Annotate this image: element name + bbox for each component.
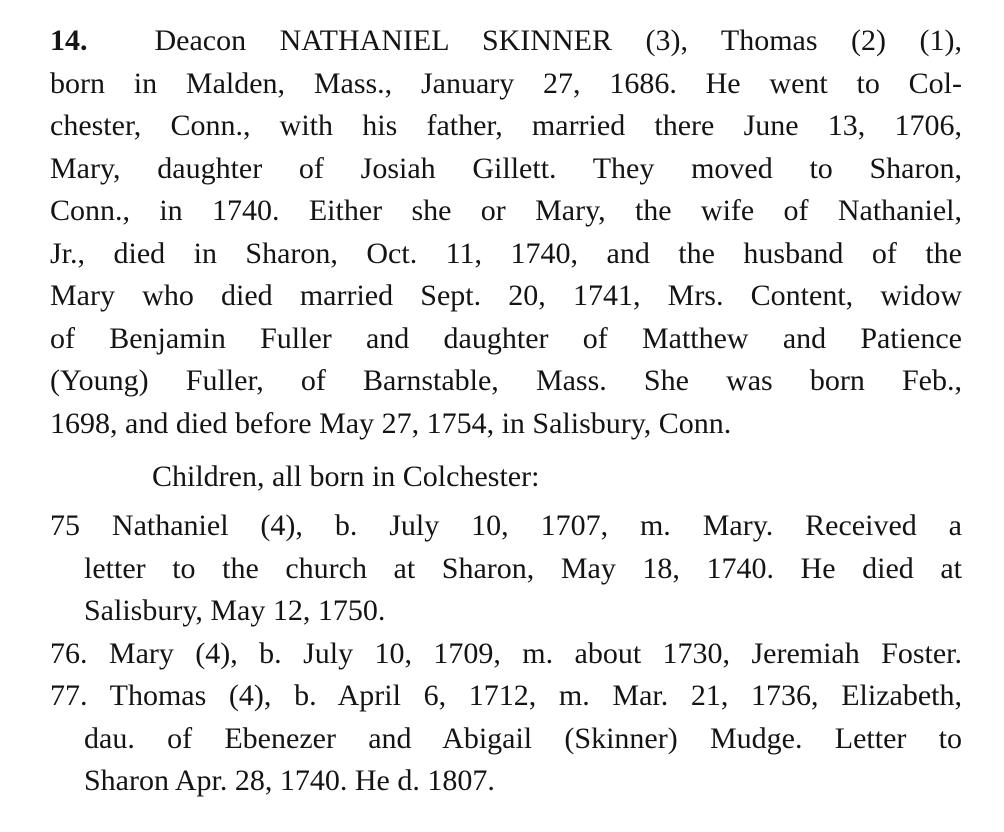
child-entry-76: [50, 633, 962, 676]
children-list: [50, 505, 962, 803]
child-entry-75: [50, 505, 962, 633]
entry-14-line-2: born in Malden, Mass., January 27, 1686. He went to Col-: [50, 66, 962, 100]
entry-14-line-3: chester, Conn., with his father, married there June 13, 1706,: [50, 109, 962, 142]
entry-14-line-6: Jr., died in Sharon, Oct. 11, 1740, and the husband of the: [50, 236, 962, 270]
child-75-line-1: 75 Nathaniel (4), b. July 10, 1707, m. Mary. Received a: [50, 509, 962, 542]
entry-14-line-7: Mary who died married Sept. 20, 1741, Mrs. Content, widow: [50, 279, 962, 312]
entry-14-line-4: Mary, daughter of Josiah Gillett. They moved to Sharon,: [50, 151, 962, 185]
entry-14-line-5: Conn., in 1740. Either she or Mary, the wife of Nathaniel,: [50, 194, 962, 227]
entry-14-line-8: of Benjamin Fuller and daughter of Matthew and Patience: [50, 321, 962, 355]
entry-14-line-10: 1698, and died before May 27, 1754, in Salisbury, Conn.: [50, 406, 732, 440]
child-entry-77: [50, 675, 962, 803]
child-76-line-1: 76. Mary (4), b. July 10, 1709, m. about 1730, Jeremiah Foster.: [50, 636, 962, 670]
entry-14-line-1-text: Deacon NATHANIEL SKINNER (3), Thomas (2) (1),: [154, 24, 962, 57]
entry-14-line-1: [50, 20, 962, 63]
entry-14-line-9: (Young) Fuller, of Barnstable, Mass. She was born Feb.,: [50, 364, 962, 397]
entry-number: 14.: [50, 24, 88, 57]
child-77-line-3: Sharon Apr. 28, 1740. He d. 1807.: [84, 764, 495, 797]
child-75-line-3: Salisbury, May 12, 1750.: [84, 594, 386, 627]
child-75-line-2: letter to the church at Sharon, May 18, 1740. He died at: [84, 551, 962, 585]
child-77-line-1: 77. Thomas (4), b. April 6, 1712, m. Mar. 21, 1736, Elizabeth,: [50, 679, 962, 712]
entry-14-paragraph: [50, 20, 962, 445]
children-heading: Children, all born in Colchester:: [152, 460, 540, 493]
child-77-line-2: dau. of Ebenezer and Abigail (Skinner) Mudge. Letter to: [84, 721, 962, 755]
